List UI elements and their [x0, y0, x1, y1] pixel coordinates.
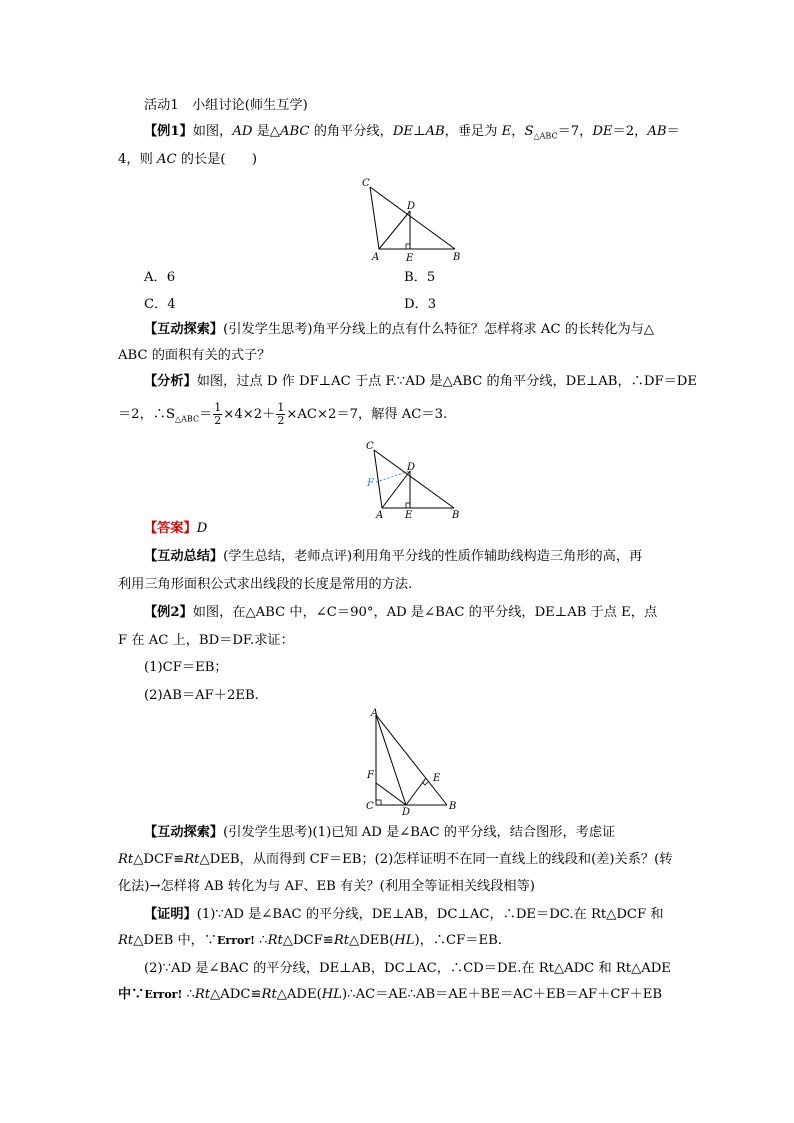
analysis-line2: ＝2，$\therefore S_{\triangle ABC}=$ $\frac{1}{2}$ ×4×2＋ $\frac{1}{2}$ ×AC×2＝7，解得 AC＝3. — [118, 401, 448, 427]
summary-tag: 【互动总结】 — [144, 549, 224, 564]
fig1-label-A: A — [372, 252, 380, 263]
fraction-half-1: $\frac{1}{2}$ — [214, 401, 222, 427]
proof-part2-line2: 中∵Error! ∴Rt△ADC≌Rt△ADE(HL)∴AC＝AE∴AB＝AE＋BE＝AC＋EB＝AF＋CF＋EB — [118, 987, 663, 1002]
figure-2 — [360, 438, 475, 518]
fraction-half-2: $\frac{1}{2}$ — [277, 401, 285, 427]
fig2-label-C: C — [366, 441, 374, 452]
explore2-line1: 【互动探索】(引发学生思考)(1)已知 AD 是∠BAC 的平分线，结合图形，考虑证 — [144, 825, 616, 840]
option-a: A．6 — [144, 270, 176, 285]
example2-tag: 【例2】 — [144, 605, 193, 620]
option-b: B．5 — [404, 270, 436, 285]
fig3-label-A: A — [371, 708, 379, 719]
proof-part1-line2: Rt△DEB 中，∵Error! ∴Rt△DCF≌Rt△DEB(HL)，∴CF＝EB. — [118, 933, 502, 948]
explore2-line2: Rt△DCF≌Rt△DEB，从而得到 CF＝EB；(2)怎样证明不在同一直线上的线段和(差)关系？(转 — [118, 852, 673, 867]
proof-part2-line1: (2)∵AD 是∠BAC 的平分线，DE⊥AB，DC⊥AC，∴CD＝DE.在 Rt△ADC 和 Rt△ADE — [144, 961, 671, 976]
fig2-label-A: A — [376, 510, 384, 518]
option-c: C．4 — [144, 297, 176, 312]
figure-3 — [360, 705, 460, 815]
answer-value: D — [196, 521, 208, 536]
proof-part1-line1: 【证明】(1)∵AD 是∠BAC 的平分线，DE⊥AB，DC⊥AC，∴DE＝DC.在 Rt△DCF 和 — [144, 907, 664, 922]
fig1-label-D: D — [407, 201, 416, 212]
explore1-tag: 【互动探索】 — [144, 322, 224, 337]
fig1-label-B: B — [453, 252, 461, 263]
summary-line1: 【互动总结】(学生总结，老师点评)利用角平分线的性质作辅助线构造三角形的高，再 — [144, 549, 643, 564]
fig2-label-D: D — [407, 462, 416, 473]
option-d: D．3 — [404, 297, 437, 312]
fig3-label-B: B — [449, 801, 457, 812]
example2-part2: (2)AB＝AF＋2EB. — [144, 688, 259, 703]
example2-part1: (1)CF＝EB； — [144, 660, 228, 675]
figure-1 — [355, 172, 470, 264]
proof-tag: 【证明】 — [144, 907, 197, 922]
explore2-line3: 化法)→怎样将 AB 转化为与 AF、EB 有关？(利用全等证相关线段相等) — [118, 879, 535, 894]
fig2-label-B: B — [452, 510, 460, 518]
example2-line1: 【例2】如图，在△ABC 中，∠C＝90°，AD 是∠BAC 的平分线，DE⊥AB 于点 E，点 — [144, 605, 658, 620]
explore2-tag: 【互动探索】 — [144, 825, 224, 840]
fig3-label-F: F — [367, 770, 374, 781]
analysis-line1: 【分析】如图，过点 D 作 DF⊥AC 于点 F.∵AD 是△ABC 的角平分线，DE⊥AB，∴DF＝DE — [144, 374, 697, 389]
explore1-line1: 【互动探索】(引发学生思考)角平分线上的点有什么特征？怎样将求 AC 的长转化为与△ — [144, 322, 654, 337]
explore1-line2: ABC 的面积有关的式子？ — [118, 348, 271, 363]
fig1-label-E: E — [406, 253, 414, 264]
answer-tag: 【答案】 — [144, 521, 197, 536]
activity-title: 活动1 小组讨论(师生互学) — [144, 98, 308, 113]
fig3-label-D: D — [402, 807, 411, 815]
fig2-label-F: F — [367, 478, 374, 489]
fig3-label-C: C — [366, 801, 374, 812]
fig3-label-E: E — [433, 773, 441, 784]
fig2-label-E: E — [405, 510, 413, 518]
example2-line2: F 在 AC 上，BD＝DF.求证： — [118, 633, 294, 648]
example1-line2: 4，则 AC 的长是( ) — [118, 152, 258, 167]
example1-tag: 【例1】 — [144, 124, 193, 139]
analysis-tag: 【分析】 — [144, 374, 197, 389]
summary-line2: 利用三角形面积公式求出线段的长度是常用的方法. — [118, 577, 413, 592]
answer-line — [144, 520, 704, 538]
fig1-label-C: C — [362, 178, 370, 189]
example1-line1: 【例1】如图，AD 是△ABC 的角平分线，DE⊥AB，垂足为 E，$S_{\triangle ABC}=7$，DE＝2，AB＝ — [144, 124, 680, 141]
